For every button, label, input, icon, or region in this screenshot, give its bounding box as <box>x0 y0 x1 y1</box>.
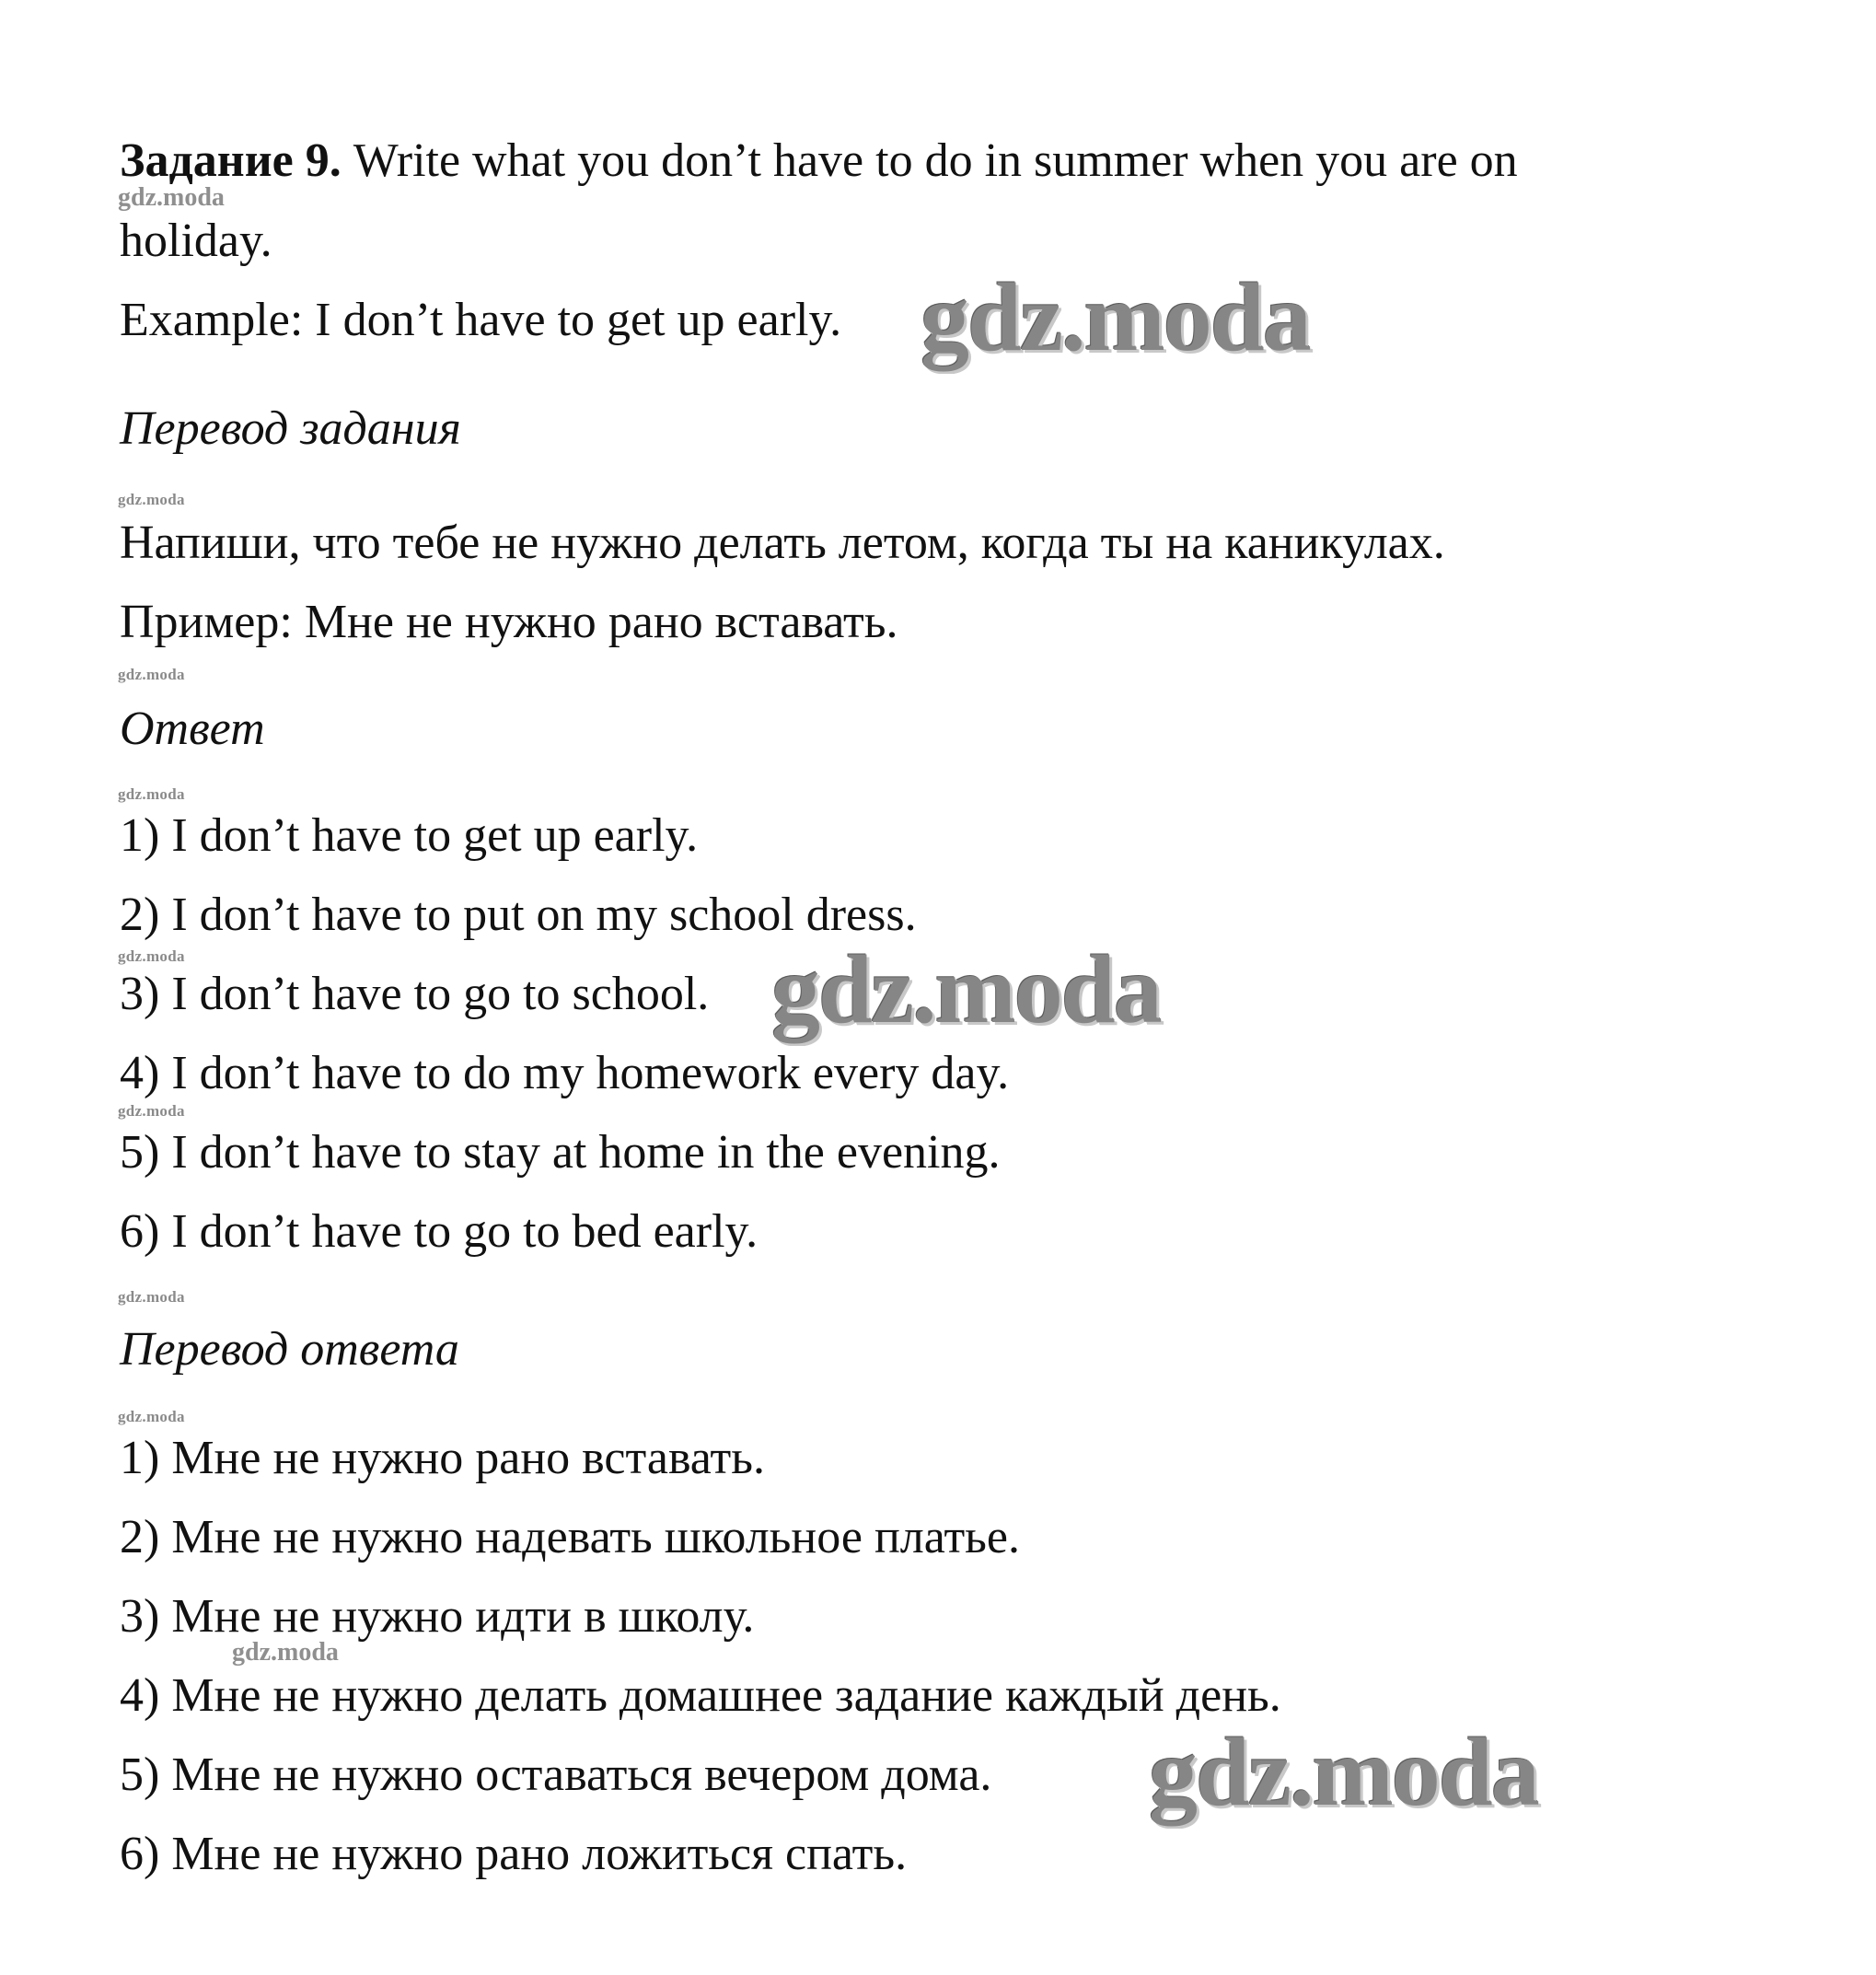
answer-translation-item-6: 6) Мне не нужно рано ложиться спать. <box>120 1828 908 1880</box>
watermark-small: gdz.moda <box>118 183 225 212</box>
watermark-large: gdz.moda <box>771 935 1161 1043</box>
answer-translation-item-2: 2) Мне не нужно надевать школьное платье. <box>120 1511 1020 1563</box>
task-number: Задание 9. <box>120 134 342 187</box>
answer-item-6: 6) I don’t have to go to bed early. <box>120 1205 759 1258</box>
watermark-tiny: gdz.moda <box>118 1288 185 1306</box>
answer-translation-item-1: 1) Мне не нужно рано вставать. <box>120 1432 765 1484</box>
watermark-tiny: gdz.moda <box>118 491 185 508</box>
watermark-large: gdz.moda <box>1149 1718 1538 1826</box>
answer-heading: Ответ <box>120 703 265 755</box>
watermark-tiny: gdz.moda <box>118 1408 185 1425</box>
answer-translation-heading: Перевод ответа <box>120 1323 459 1376</box>
watermark-tiny: gdz.moda <box>118 947 185 965</box>
task-instruction-part1: Write what you don’t have to do in summer when you are on <box>353 134 1518 187</box>
watermark-large: gdz.moda <box>921 263 1310 371</box>
answer-translation-item-4: 4) Мне не нужно делать домашнее задание каждый день. <box>120 1669 1281 1722</box>
watermark-tiny: gdz.moda <box>118 1102 185 1120</box>
watermark-tiny: gdz.moda <box>118 666 185 683</box>
answer-item-5: 5) I don’t have to stay at home in the evening. <box>120 1126 1001 1179</box>
answer-item-2: 2) I don’t have to put on my school dress. <box>120 889 917 941</box>
task-line-1 <box>120 134 1518 189</box>
task-translation-instruction: Напиши, что тебе не нужно делать летом, когда ты на каникулах. <box>120 517 1445 569</box>
watermark-small: gdz.moda <box>232 1638 339 1667</box>
answer-translation-item-5: 5) Мне не нужно оставаться вечером дома. <box>120 1748 992 1801</box>
answer-item-3: 3) I don’t have to go to school. <box>120 968 710 1020</box>
task-instruction-part2: holiday. <box>120 215 272 267</box>
answer-item-1: 1) I don’t have to get up early. <box>120 809 699 862</box>
task-translation-example: Пример: Мне не нужно рано вставать. <box>120 596 898 648</box>
task-translation-heading: Перевод задания <box>120 402 461 455</box>
answer-item-4: 4) I don’t have to do my homework every day. <box>120 1047 1010 1099</box>
watermark-tiny: gdz.moda <box>118 785 185 803</box>
answer-translation-item-3: 3) Мне не нужно идти в школу. <box>120 1590 755 1643</box>
task-example: Example: I don’t have to get up early. <box>120 294 842 346</box>
